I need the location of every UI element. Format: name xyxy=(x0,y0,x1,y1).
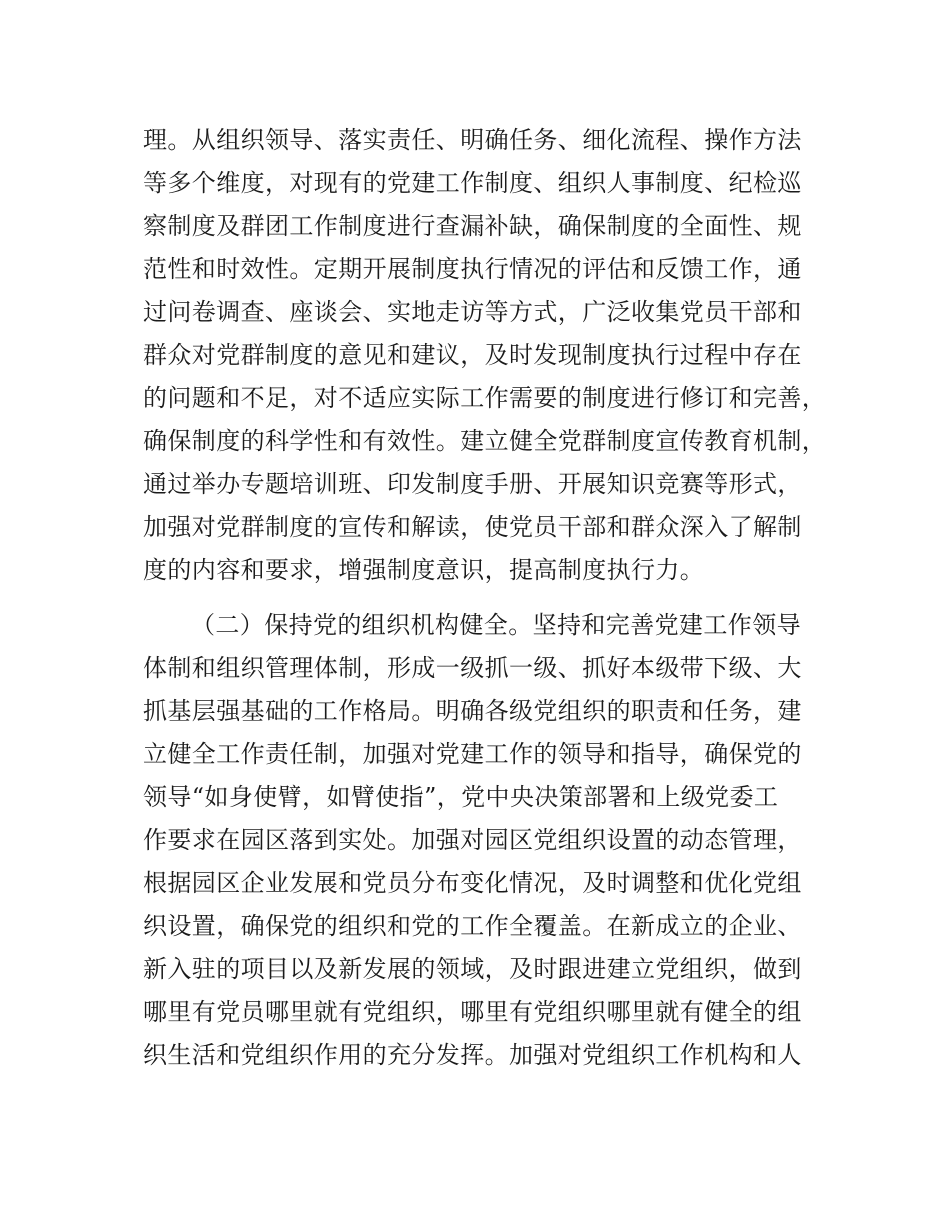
text-line: 立健全工作责任制，加强对党建工作的领导和指导，确保党的 xyxy=(143,740,802,768)
text-line: 抓基层强基础的工作格局。明确各级党组织的职责和任务，建 xyxy=(143,697,802,725)
text-line: 作要求在园区落到实处。加强对园区党组织设置的动态管理， xyxy=(143,826,802,854)
section-heading-line: （二）保持党的组织机构健全。坚持和完善党建工作领导 xyxy=(191,611,801,639)
text-line: 哪里有党员哪里就有党组织，哪里有党组织哪里就有健全的组 xyxy=(143,998,802,1026)
text-line: 确保制度的科学性和有效性。建立健全党群制度宣传教育机制， xyxy=(143,427,827,455)
text-line: 根据园区企业发展和党员分布变化情况，及时调整和优化党组 xyxy=(143,869,802,897)
text-line: 体制和组织管理体制，形成一级抓一级、抓好本级带下级、大 xyxy=(143,654,802,682)
text-line: 度的内容和要求，增强制度意识，提高制度执行力。 xyxy=(143,556,705,584)
text-line: 织生活和党组织作用的充分发挥。加强对党组织工作机构和人 xyxy=(143,1041,802,1069)
text-line: 加强对党群制度的宣传和解读，使党员干部和群众深入了解制 xyxy=(143,513,802,541)
text-line: 群众对党群制度的意见和建议，及时发现制度执行过程中存在 xyxy=(143,341,802,369)
text-line: 察制度及群团工作制度进行查漏补缺，确保制度的全面性、规 xyxy=(143,212,802,240)
text-line: 过问卷调查、座谈会、实地走访等方式，广泛收集党员干部和 xyxy=(143,298,802,326)
text-line: 的问题和不足，对不适应实际工作需要的制度进行修订和完善， xyxy=(143,384,827,412)
text-line: 理。从组织领导、落实责任、明确任务、细化流程、操作方法 xyxy=(143,126,802,154)
text-line: 范性和时效性。定期开展制度执行情况的评估和反馈工作，通 xyxy=(143,255,802,283)
text-line: 领导“如身使臂，如臂使指”，党中央决策部署和上级党委工 xyxy=(143,783,779,811)
text-line: 新入驻的项目以及新发展的领域，及时跟进建立党组织，做到 xyxy=(143,955,802,983)
text-line: 织设置，确保党的组织和党的工作全覆盖。在新成立的企业、 xyxy=(143,912,802,940)
text-line: 等多个维度，对现有的党建工作制度、组织人事制度、纪检巡 xyxy=(143,169,802,197)
text-line: 通过举办专题培训班、印发制度手册、开展知识竞赛等形式， xyxy=(143,470,802,498)
